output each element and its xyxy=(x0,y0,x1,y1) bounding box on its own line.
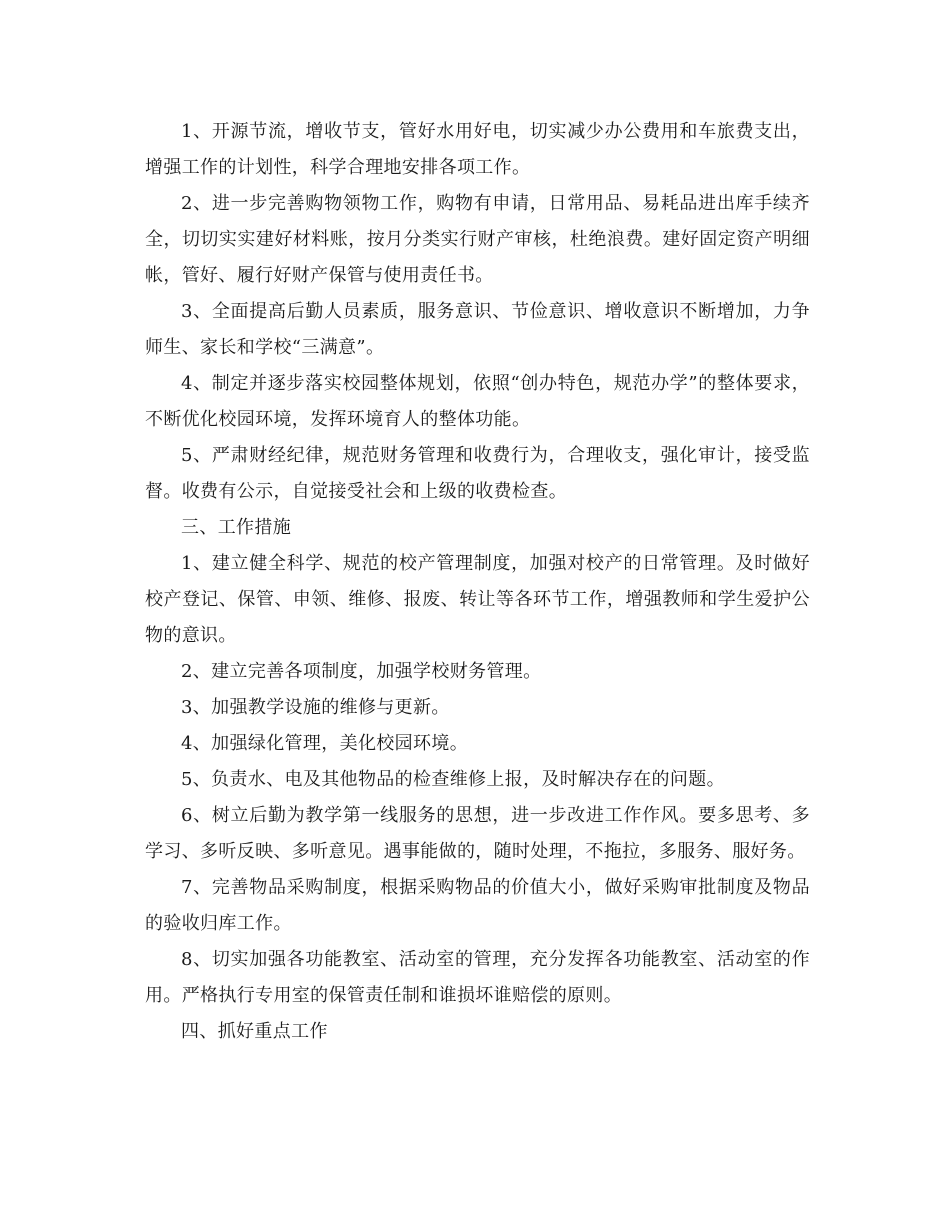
paragraph-measure-2: 2、建立完善各项制度，加强学校财务管理。 xyxy=(181,661,542,682)
paragraph-goal-4: 4、制定并逐步落实校园整体规划，依照“创办特色，规范办学”的整体要求，不断优化校园环境，发挥环境育人的整体功能。 xyxy=(145,373,810,430)
paragraph-measure-3: 3、加强教学设施的维修与更新。 xyxy=(181,697,450,718)
paragraph-measure-8: 8、切实加强各功能教室、活动室的管理，充分发挥各功能教室、活动室的作用。严格执行专用室的保管责任制和谁损坏谁赔偿的原则。 xyxy=(145,949,810,1006)
paragraph-measure-6: 6、树立后勤为教学第一线服务的思想，进一步改进工作作风。要多思考、多学习、多听反映、多听意见。遇事能做的，随时处理，不拖拉，多服务、服好务。 xyxy=(145,805,810,862)
paragraph-goal-3: 3、全面提高后勤人员素质，服务意识、节俭意识、增收意识不断增加，力争师生、家长和学校“三满意”。 xyxy=(145,301,810,358)
paragraph-goal-2: 2、进一步完善购物领物工作，购物有申请，日常用品、易耗品进出库手续齐全，切切实实建好材料账，按月分类实行财产审核，杜绝浪费。建好固定资产明细帐，管好、履行好财产保管与使用责任书。 xyxy=(145,193,810,286)
paragraph-measure-4: 4、加强绿化管理，美化校园环境。 xyxy=(181,733,469,754)
section-heading-measures: 三、工作措施 xyxy=(181,517,292,538)
paragraph-goal-1: 1、开源节流，增收节支，管好水用好电，切实减少办公费用和车旅费支出，增强工作的计划性，科学合理地安排各项工作。 xyxy=(145,121,810,178)
paragraph-measure-7: 7、完善物品采购制度，根据采购物品的价值大小，做好采购审批制度及物品的验收归库工作。 xyxy=(145,877,810,934)
section-heading-key-work: 四、抓好重点工作 xyxy=(181,1021,328,1042)
document-body xyxy=(145,114,810,1050)
paragraph-measure-5: 5、负责水、电及其他物品的检查维修上报，及时解决存在的问题。 xyxy=(181,769,725,790)
paragraph-measure-1: 1、建立健全科学、规范的校产管理制度，加强对校产的日常管理。及时做好校产登记、保管、申领、维修、报废、转让等各环节工作，增强教师和学生爱护公物的意识。 xyxy=(145,553,810,646)
paragraph-goal-5: 5、严肃财经纪律，规范财务管理和收费行为，合理收支，强化审计，接受监督。收费有公示，自觉接受社会和上级的收费检查。 xyxy=(145,445,810,502)
